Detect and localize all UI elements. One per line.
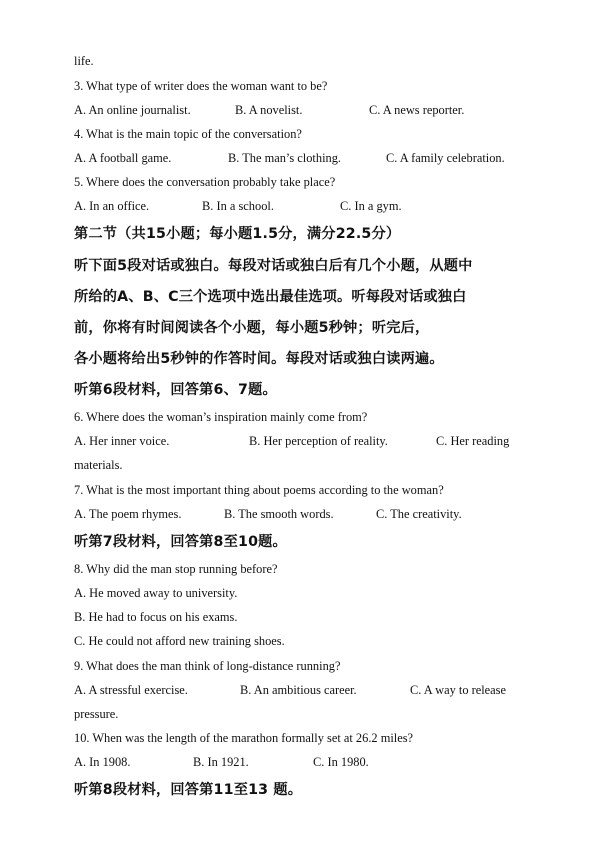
q6-option-b: B. Her perception of reality. [249, 434, 388, 448]
q6-option-c: C. Her reading [436, 434, 510, 448]
q9-option-a: A. A stressful exercise. [74, 683, 188, 697]
material-6-heading: 听第6段材料，回答第6、7题。 [74, 382, 277, 398]
question-6: 6. Where does the woman’s inspiration mainly come from? [74, 410, 368, 424]
q6-option-c-continued: materials. [74, 458, 123, 472]
text-line-life: life. [74, 54, 94, 68]
question-4: 4. What is the main topic of the conversation? [74, 127, 302, 141]
q9-option-c: C. A way to release [410, 683, 507, 697]
q6-option-a: A. Her inner voice. [74, 434, 170, 448]
q5-option-c: C. In a gym. [340, 199, 402, 213]
q9-option-b: B. An ambitious career. [240, 683, 357, 697]
q7-option-b: B. The smooth words. [224, 507, 334, 521]
section-2-instruction-1: 听下面5段对话或独白。每段对话或独白后有几个小题，从题中 [74, 258, 473, 274]
q4-option-b: B. The man’s clothing. [228, 151, 341, 165]
question-5: 5. Where does the conversation probably take place? [74, 175, 336, 189]
question-10: 10. When was the length of the marathon formally set at 26.2 miles? [74, 731, 414, 745]
q3-option-b: B. A novelist. [235, 103, 303, 117]
q5-option-a: A. In an office. [74, 199, 150, 213]
q10-option-c: C. In 1980. [313, 755, 369, 769]
q8-option-c: C. He could not afford new training shoes. [74, 634, 285, 648]
q7-option-c: C. The creativity. [376, 507, 462, 521]
q8-option-b: B. He had to focus on his exams. [74, 610, 238, 624]
q5-option-b: B. In a school. [202, 199, 274, 213]
q4-option-a: A. A football game. [74, 151, 172, 165]
q10-option-b: B. In 1921. [193, 755, 249, 769]
section-2-instruction-3: 前，你将有时间阅读各个小题，每小题5秒钟；听完后， [74, 320, 430, 336]
material-7-heading: 听第7段材料，回答第8至10题。 [74, 534, 287, 550]
section-2-instruction-2: 所给的A、B、C三个选项中选出最佳选项。听每段对话或独白 [74, 289, 467, 305]
question-8: 8. Why did the man stop running before? [74, 562, 278, 576]
question-3: 3. What type of writer does the woman want to be? [74, 79, 328, 93]
question-9: 9. What does the man think of long-distance running? [74, 659, 341, 673]
section-2-title: 第二节（共15小题；每小题1.5分，满分22.5分） [74, 226, 401, 242]
section-2-instruction-4: 各小题将给出5秒钟的作答时间。每段对话或独白读两遍。 [74, 351, 444, 367]
q3-option-c: C. A news reporter. [369, 103, 465, 117]
question-7: 7. What is the most important thing about poems according to the woman? [74, 483, 444, 497]
q4-option-c: C. A family celebration. [386, 151, 505, 165]
q3-option-a: A. An online journalist. [74, 103, 191, 117]
q8-option-a: A. He moved away to university. [74, 586, 238, 600]
material-8-heading: 听第8段材料，回答第11至13 题。 [74, 782, 303, 798]
q10-option-a: A. In 1908. [74, 755, 131, 769]
q9-option-c-continued: pressure. [74, 707, 119, 721]
q7-option-a: A. The poem rhymes. [74, 507, 182, 521]
